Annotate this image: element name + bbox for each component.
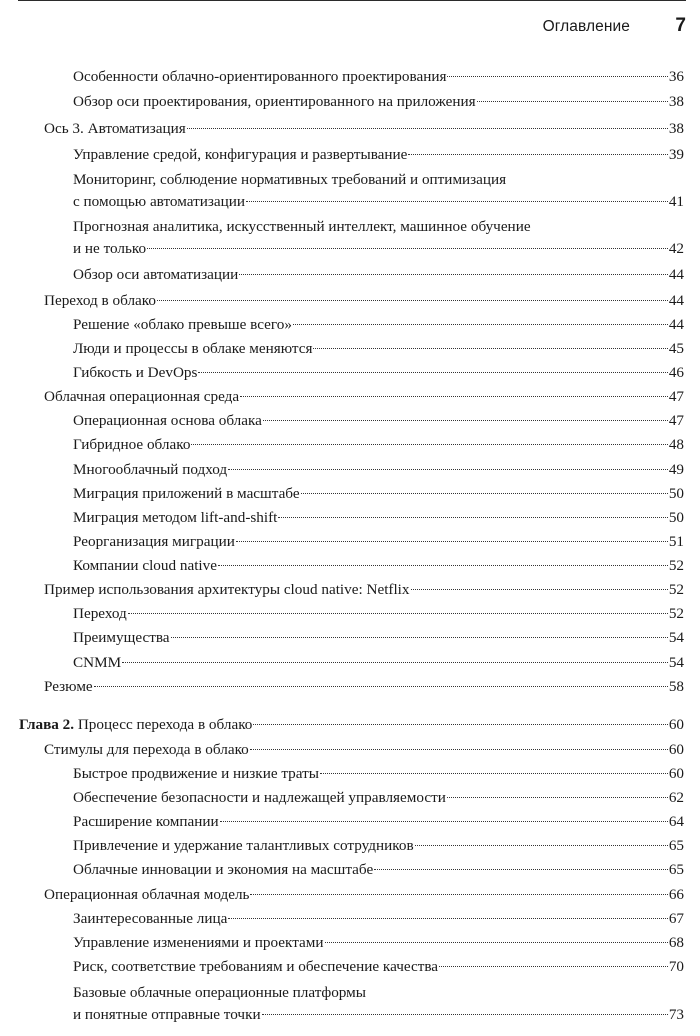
toc-entry-title: с помощью автоматизации: [73, 193, 245, 210]
toc-entry-page: 51: [668, 533, 684, 550]
toc-entry-title: Операционная облачная модель: [44, 886, 250, 903]
toc-entry-page: 52: [668, 605, 684, 622]
toc-entry-page: 65: [668, 837, 684, 854]
chapter-title: Процесс перехода в облако: [74, 716, 253, 733]
toc-entry-page: 36: [668, 68, 684, 85]
dot-leader: [198, 372, 667, 373]
toc-entry-page: 47: [668, 388, 684, 405]
toc-entry-title: Пример использования архитектуры cloud native: Netflix: [44, 581, 410, 598]
toc-subsection-entry: [73, 555, 684, 577]
toc-subsection-entry: [73, 908, 684, 930]
dot-leader: [187, 128, 668, 129]
toc-entry-title: Операционная основа облака: [73, 412, 262, 429]
dot-leader: [239, 274, 668, 275]
toc-entry-title: Быстрое продвижение и низкие траты: [73, 765, 319, 782]
toc-entry-title: Расширение компании: [73, 813, 219, 830]
header-section-title: Оглавление: [542, 18, 630, 35]
toc-section-entry: [44, 676, 684, 698]
toc-subsection-entry: [73, 652, 684, 674]
dot-leader: [447, 797, 668, 798]
dot-leader: [228, 918, 667, 919]
dot-leader: [246, 201, 668, 202]
toc-entry-page: 66: [668, 886, 684, 903]
dot-leader: [218, 565, 668, 566]
toc-subsection-entry: [73, 483, 684, 505]
toc-subsection-entry: [73, 956, 684, 978]
toc-subsection-entry: [73, 66, 684, 88]
toc-subsection-entry: [73, 859, 684, 881]
toc-chapter-entry: [19, 714, 684, 736]
dot-leader: [240, 396, 668, 397]
toc-entry-page: 38: [668, 93, 684, 110]
dot-leader: [94, 686, 668, 687]
toc-entry-page: 46: [668, 364, 684, 381]
toc-entry-title: Заинтересованные лица: [73, 910, 228, 927]
toc-subsection-entry: [73, 264, 684, 286]
dot-leader: [236, 541, 668, 542]
toc-entry-page: 60: [668, 741, 684, 758]
toc-entry-page: 67: [668, 910, 684, 927]
toc-subsection-entry: [73, 835, 684, 857]
toc-entry-page: 44: [668, 292, 684, 309]
toc-entry-title: Переход в облако: [44, 292, 156, 309]
toc-subsection-entry: [73, 169, 684, 213]
toc-subsection-entry: [73, 314, 684, 336]
toc-entry-title: Гибридное облако: [73, 436, 191, 453]
header-page-number: 7: [675, 15, 686, 36]
dot-leader: [439, 966, 668, 967]
dot-leader: [220, 821, 668, 822]
toc-entry-title: Стимулы для перехода в облако: [44, 741, 249, 758]
toc-subsection-entry: [73, 91, 684, 113]
dot-leader: [374, 869, 668, 870]
toc-entry-page: 62: [668, 789, 684, 806]
toc-entry-title-line: Прогнозная аналитика, искусственный интеллект, машинное обучение: [73, 218, 531, 235]
dot-leader: [415, 845, 668, 846]
toc-entry-title: Риск, соответствие требованиям и обеспечение качества: [73, 958, 439, 975]
dot-leader: [228, 469, 668, 470]
toc-section-entry: [44, 579, 684, 601]
toc-subsection-entry: [73, 338, 684, 360]
toc-subsection-entry: [73, 410, 684, 432]
toc-section-entry: [44, 118, 684, 140]
toc-entry-page: 60: [668, 716, 684, 733]
toc-entry-title: Реорганизация миграции: [73, 533, 235, 550]
toc-entry-title: Решение «облако превыше всего»: [73, 316, 292, 333]
toc-entry-page: 65: [668, 861, 684, 878]
toc-entry-title: Обзор оси автоматизации: [73, 266, 239, 283]
dot-leader: [250, 749, 668, 750]
toc-section-entry: [44, 884, 684, 906]
dot-leader: [301, 493, 668, 494]
dot-leader: [320, 773, 668, 774]
dot-leader: [147, 248, 668, 249]
dot-leader: [313, 348, 667, 349]
toc-entry-page: 58: [668, 678, 684, 695]
toc-entry-title: Управление средой, конфигурация и развертывание: [73, 146, 408, 163]
dot-leader: [411, 589, 668, 590]
toc-entry-title-line: Мониторинг, соблюдение нормативных требований и оптимизация: [73, 171, 507, 188]
toc-subsection-entry: [73, 603, 684, 625]
toc-subsection-entry: [73, 507, 684, 529]
dot-leader: [122, 662, 668, 663]
toc-entry-title: Миграция методом lift-and-shift: [73, 509, 278, 526]
toc-entry-page: 42: [668, 240, 684, 257]
toc-entry-title: и не только: [73, 240, 147, 257]
toc-entry-title: Управление изменениями и проектами: [73, 934, 324, 951]
dot-leader: [408, 154, 667, 155]
toc-entry-title: Многооблачный подход: [73, 461, 228, 478]
toc-subsection-entry: [73, 811, 684, 833]
toc-entry-title: Миграция приложений в масштабе: [73, 485, 300, 502]
toc-entry-title: и понятные отправные точки: [73, 1006, 261, 1023]
toc-entry-page: 64: [668, 813, 684, 830]
toc-entry-page: 50: [668, 485, 684, 502]
toc-entry-page: 39: [668, 146, 684, 163]
dot-leader: [447, 76, 667, 77]
toc-entry-title: Обзор оси проектирования, ориентированного на приложения: [73, 93, 476, 110]
toc-subsection-entry: [73, 982, 684, 1026]
toc-entry-page: 70: [668, 958, 684, 975]
toc-subsection-entry: [73, 763, 684, 785]
dot-leader: [253, 724, 667, 725]
dot-leader: [262, 1014, 668, 1015]
toc-entry-title: Компании cloud native: [73, 557, 217, 574]
running-header: [18, 0, 686, 39]
dot-leader: [293, 324, 668, 325]
toc-entry-title: Люди и процессы в облаке меняются: [73, 340, 313, 357]
toc-entry-page: 54: [668, 654, 684, 671]
toc-entry-title: Обеспечение безопасности и надлежащей управляемости: [73, 789, 446, 806]
toc-entry-page: 44: [668, 316, 684, 333]
toc-subsection-entry: [73, 362, 684, 384]
toc-entry-page: 60: [668, 765, 684, 782]
toc-entry-title: Облачные инновации и экономия на масштабе: [73, 861, 374, 878]
toc-entry-page: 49: [668, 461, 684, 478]
toc-subsection-entry: [73, 531, 684, 553]
toc-entry-page: 50: [668, 509, 684, 526]
dot-leader: [171, 637, 668, 638]
toc-subsection-entry: [73, 434, 684, 456]
toc-entry-title: Переход: [73, 605, 127, 622]
toc-entry-page: 47: [668, 412, 684, 429]
toc-entry-title: Резюме: [44, 678, 93, 695]
toc-section-entry: [44, 386, 684, 408]
toc-entry-page: 48: [668, 436, 684, 453]
dot-leader: [157, 300, 668, 301]
toc-subsection-entry: [73, 932, 684, 954]
toc-entry-title-line: Базовые облачные операционные платформы: [73, 984, 366, 1001]
toc-entry-title: Облачная операционная среда: [44, 388, 240, 405]
toc-entry-title: Привлечение и удержание талантливых сотрудников: [73, 837, 414, 854]
toc-entry-page: 45: [668, 340, 684, 357]
toc-section-entry: [44, 739, 684, 761]
toc-entry-page: 44: [668, 266, 684, 283]
toc-subsection-entry: [73, 627, 684, 649]
toc-entry-page: 52: [668, 557, 684, 574]
toc-subsection-entry: [73, 459, 684, 481]
dot-leader: [325, 942, 668, 943]
toc-entry-title: Преимущества: [73, 629, 170, 646]
toc-subsection-entry: [73, 216, 684, 260]
dot-leader: [250, 894, 667, 895]
toc-entry-page: 73: [668, 1006, 684, 1023]
toc-entry-title: [19, 714, 252, 736]
toc-subsection-entry: [73, 787, 684, 809]
toc-entry-page: 54: [668, 629, 684, 646]
toc-entry-title: Особенности облачно-ориентированного проектирования: [73, 68, 447, 85]
toc-entry-page: 68: [668, 934, 684, 951]
toc-entry-title: Гибкость и DevOps: [73, 364, 198, 381]
toc-subsection-entry: [73, 144, 684, 166]
toc-entry-title: CNMM: [73, 654, 122, 671]
toc-entry-title: Ось 3. Автоматизация: [44, 120, 186, 137]
dot-leader: [278, 517, 667, 518]
dot-leader: [477, 101, 668, 102]
toc-entry-page: 52: [668, 581, 684, 598]
toc-entry-page: 38: [668, 120, 684, 137]
dot-leader: [191, 444, 667, 445]
chapter-label: Глава 2.: [19, 716, 75, 733]
dot-leader: [263, 420, 668, 421]
dot-leader: [128, 613, 668, 614]
toc-section-entry: [44, 290, 684, 312]
toc-entry-page: 41: [668, 193, 684, 210]
